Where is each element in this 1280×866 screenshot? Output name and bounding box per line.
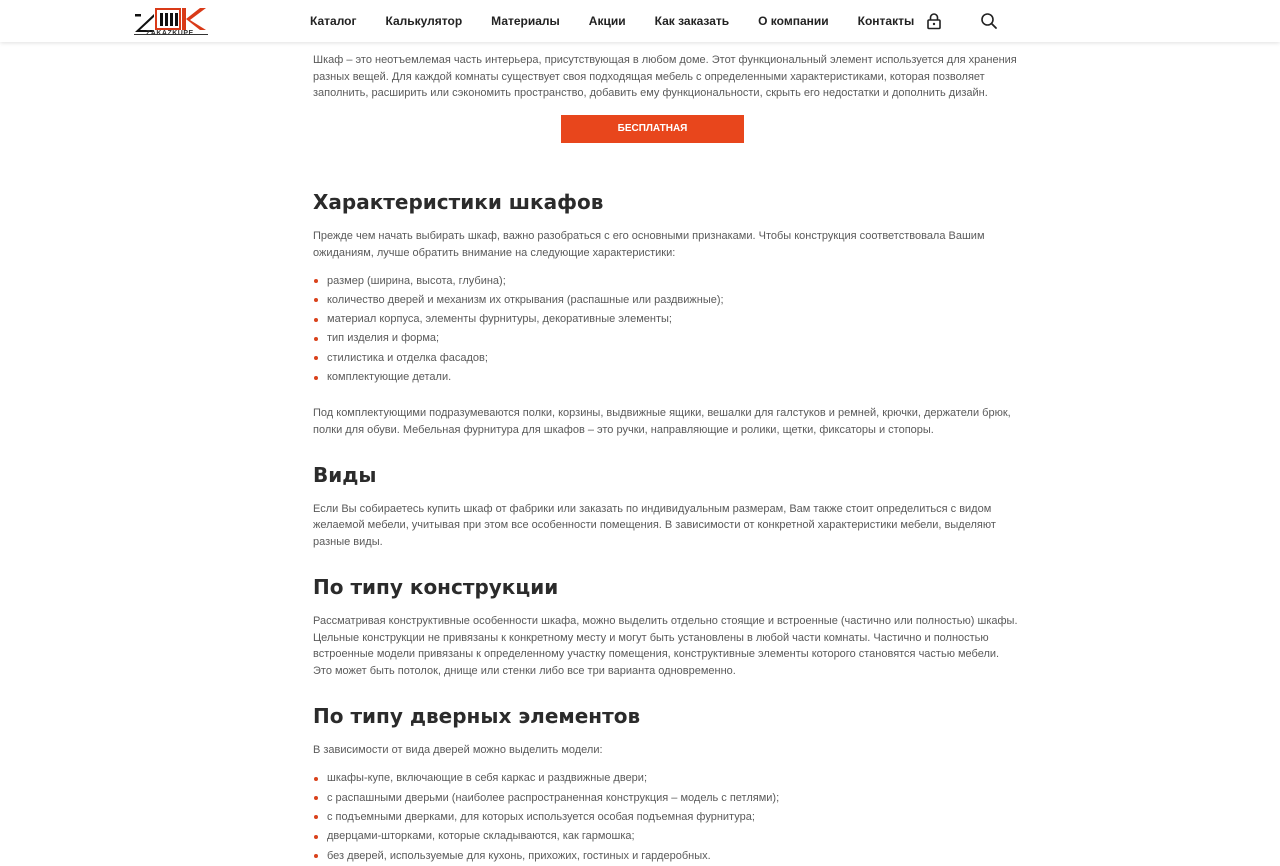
free-consultation-button[interactable]: БЕСПЛАТНАЯ КОНСУЛЬТАЦИЯ xyxy=(561,115,744,143)
heading-types: Виды xyxy=(313,462,377,487)
list-item: без дверей, используемые для кухонь, прихожих, гостиных и гардеробных. xyxy=(313,847,1018,866)
nav-item-how-to-order[interactable]: Как заказать xyxy=(654,14,730,28)
bullet-icon xyxy=(314,777,318,781)
list-item: с подъемными дверками, для которых используется особая подъемная фурнитура; xyxy=(313,808,1018,827)
characteristics-intro: Прежде чем начать выбирать шкаф, важно разобраться с его основными признаками. Чтобы конструкция соответствовала Вашим ожиданиям, лучше обратить внимание на следующие характеристики: xyxy=(313,230,985,259)
bullet-icon xyxy=(314,835,318,839)
search-icon[interactable] xyxy=(979,11,999,31)
bullet-icon xyxy=(314,279,318,283)
doors-intro: В зависимости от вида дверей можно выделить модели: xyxy=(313,743,603,756)
article-content xyxy=(313,52,1018,866)
bullet-icon xyxy=(314,356,318,360)
characteristics-outro: Под комплектующими подразумеваются полки, корзины, выдвижные ящики, вешалки для галстуков и ремней, крючки, держатели брюк, полки для обуви. Мебельная фурнитура для шкафов – это ручки, направляющие и ролики, щетки, фиксаторы и стопоры. xyxy=(313,407,1011,436)
list-item: тип изделия и форма; xyxy=(313,329,1018,348)
nav-item-calculator[interactable]: Калькулятор xyxy=(385,14,463,28)
bullet-icon xyxy=(314,854,318,858)
types-paragraph: Если Вы собираетесь купить шкаф от фабрики или заказать по индивидуальным размерам, Вам также стоит определиться с видом желаемой мебели, учитывая при этом все особенности помещения. В зависимости от конкретной характеристики мебели, выделяют разные виды. xyxy=(313,502,996,549)
list-item: дверцами-шторками, которые складываются, как гармошка; xyxy=(313,827,1018,846)
nav-item-catalog[interactable]: Каталог xyxy=(310,14,357,28)
lock-icon[interactable] xyxy=(924,11,944,31)
nav-item-materials[interactable]: Материалы xyxy=(491,14,560,28)
list-item: размер (ширина, высота, глубина); xyxy=(313,272,1018,291)
list-item: материал корпуса, элементы фурнитуры, декоративные элементы; xyxy=(313,310,1018,329)
bullet-icon xyxy=(314,318,318,322)
intro-paragraph: Шкаф – это неотъемлемая часть интерьера, присутствующая в любом доме. Этот функциональный элемент используется для хранения разных вещей. Для каждой комнаты существует своя подходящая мебель с определенными характеристиками, которая позволяет заполнить, расширить или сэкономить пространство, добавить ему функциональности, скрыть его недостатки и дополнить дизайн. xyxy=(313,54,1017,100)
list-item: с распашными дверьми (наиболее распространенная конструкция – модель с петлями); xyxy=(313,789,1018,808)
heading-construction: По типу конструкции xyxy=(313,574,559,599)
bullet-icon xyxy=(314,796,318,800)
characteristics-list xyxy=(313,272,1018,388)
bullet-icon xyxy=(314,815,318,819)
list-item: шкафы-купе, включающие в себя каркас и раздвижные двери; xyxy=(313,769,1018,788)
bullet-icon xyxy=(314,337,318,341)
list-item: количество дверей и механизм их открывания (распашные или раздвижные); xyxy=(313,291,1018,310)
main-nav xyxy=(310,0,943,42)
list-item: комплектующие детали. xyxy=(313,368,1018,387)
nav-item-contacts[interactable]: Контакты xyxy=(857,14,915,28)
list-item: стилистика и отделка фасадов; xyxy=(313,349,1018,368)
bullet-icon xyxy=(314,376,318,380)
heading-doors: По типу дверных элементов xyxy=(313,703,641,728)
bullet-icon xyxy=(314,298,318,302)
nav-item-about[interactable]: О компании xyxy=(758,14,829,28)
heading-characteristics: Характеристики шкафов xyxy=(313,190,604,215)
logo-text: ZAKAZKUPE xyxy=(146,30,194,37)
construction-paragraph: Рассматривая конструктивные особенности шкафа, можно выделить отдельно стоящие и встроенные (частично или полностью) шкафы. Цельные конструкции не привязаны к конкретному месту и могут быть установлены в любой части комнаты. Частично и полностью встроенные модели привязаны к определенному участку помещения, конструктивные элементы которого становятся частью мебели. Это может быть потолок, днище или стенки либо все три варианта одновременно. xyxy=(313,614,1018,677)
nav-item-promotions[interactable]: Акции xyxy=(588,14,626,28)
site-header xyxy=(0,0,1280,42)
doors-list xyxy=(313,769,1018,865)
